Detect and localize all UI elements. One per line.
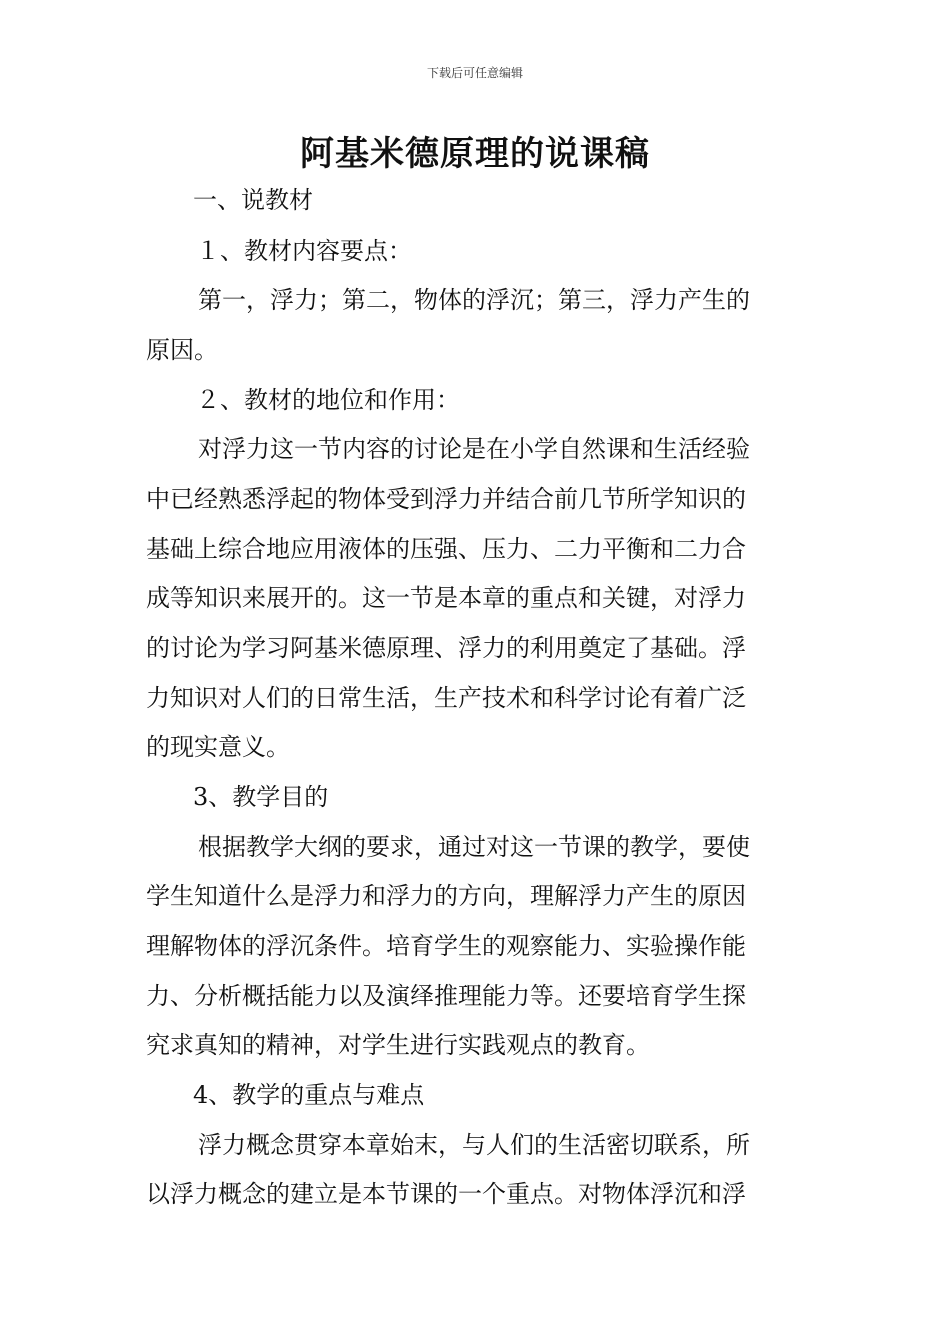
paragraph-line: 浮力概念贯穿本章始末，与人们的生活密切联系，所	[198, 1131, 750, 1159]
subsection-heading-2: ２、教材的地位和作用：	[196, 386, 460, 414]
paragraph-line: 理解物体的浮沉条件。培育学生的观察能力、实验操作能	[146, 932, 746, 960]
document-title: 阿基米德原理的说课稿	[300, 134, 650, 174]
page-header: 下载后可任意编辑	[426, 66, 523, 80]
paragraph-line: 学生知道什么是浮力和浮力的方向，理解浮力产生的原因	[146, 882, 746, 910]
paragraph-line: 力、分析概括能力以及演绎推理能力等。还要培育学生探	[146, 982, 746, 1010]
subsection-heading-3: 3、教学目的	[193, 783, 329, 811]
paragraph-line: 原因。	[146, 336, 218, 364]
paragraph-line: 对浮力这一节内容的讨论是在小学自然课和生活经验	[198, 435, 750, 463]
section-heading-1: 一、说教材	[193, 186, 313, 214]
paragraph-line: 基础上综合地应用液体的压强、压力、二力平衡和二力合	[146, 535, 746, 563]
paragraph-line: 的讨论为学习阿基米德原理、浮力的利用奠定了基础。浮	[146, 634, 746, 662]
paragraph-line: 以浮力概念的建立是本节课的一个重点。对物体浮沉和浮	[146, 1180, 746, 1208]
paragraph-line: 中已经熟悉浮起的物体受到浮力并结合前几节所学知识的	[146, 485, 746, 513]
paragraph-line: 的现实意义。	[146, 733, 290, 761]
paragraph-line: 第一，浮力；第二，物体的浮沉；第三，浮力产生的	[198, 286, 750, 314]
subsection-heading-4: 4、教学的重点与难点	[193, 1081, 425, 1109]
subsection-heading-1: １、教材内容要点：	[196, 237, 412, 265]
paragraph-line: 成等知识来展开的。这一节是本章的重点和关键，对浮力	[146, 584, 746, 612]
paragraph-line: 根据教学大纲的要求，通过对这一节课的教学，要使	[198, 833, 750, 861]
paragraph-line: 力知识对人们的日常生活，生产技术和科学讨论有着广泛	[146, 684, 746, 712]
paragraph-line: 究求真知的精神，对学生进行实践观点的教育。	[146, 1031, 650, 1059]
